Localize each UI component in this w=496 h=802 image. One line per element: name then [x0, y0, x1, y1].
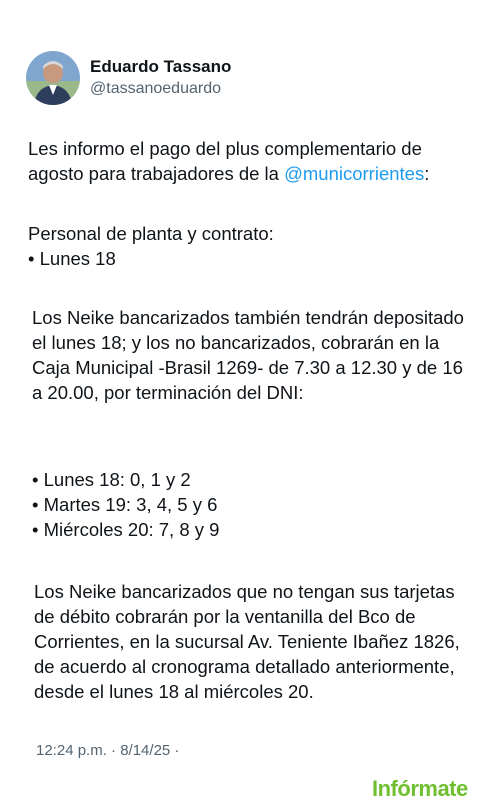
- author-display-name[interactable]: Eduardo Tassano: [90, 57, 232, 76]
- tweet-paragraph-3: Los Neike bancarizados también tendrán depositado el lunes 18; y los no bancarizados, cobrarán en la Caja Municipal -Brasil 1269- de 7.30 a 12.30 y de 16 a 20.00, por terminación del DNI:: [32, 307, 464, 403]
- tweet-paragraph-5: Los Neike bancarizados que no tengan sus tarjetas de débito cobrarán por la ventanilla del Bco de Corrientes, en la sucursal Av. Teniente Ibañez 1826, de acuerdo al cronograma detallado anteriormente, desde el lunes 18 al miércoles 20.: [34, 581, 460, 702]
- tweet-text: Les informo el pago del plus complementario de agosto para trabajadores de la: [28, 138, 422, 184]
- tweet-paragraph-1: [28, 136, 478, 186]
- avatar[interactable]: [26, 51, 80, 105]
- list-item: • Lunes 18: 0, 1 y 2: [32, 469, 191, 490]
- tweet-paragraph-2: [28, 221, 478, 271]
- tweet-timestamp[interactable]: 12:24 p.m. · 8/14/25 ·: [36, 742, 180, 759]
- author-handle[interactable]: @tassanoeduardo: [90, 80, 221, 97]
- list-item: • Lunes 18: [28, 248, 116, 269]
- list-item: • Miércoles 20: 7, 8 y 9: [32, 519, 220, 540]
- dni-schedule-list: [32, 467, 478, 542]
- avatar-photo-icon: [26, 51, 80, 105]
- list-item: • Martes 19: 3, 4, 5 y 6: [32, 494, 218, 515]
- section-heading: Personal de planta y contrato:: [28, 223, 274, 244]
- tweet-text-end: :: [424, 163, 430, 184]
- mention-link[interactable]: @municorrientes: [284, 163, 425, 184]
- informate-watermark: Infórmate: [372, 776, 468, 801]
